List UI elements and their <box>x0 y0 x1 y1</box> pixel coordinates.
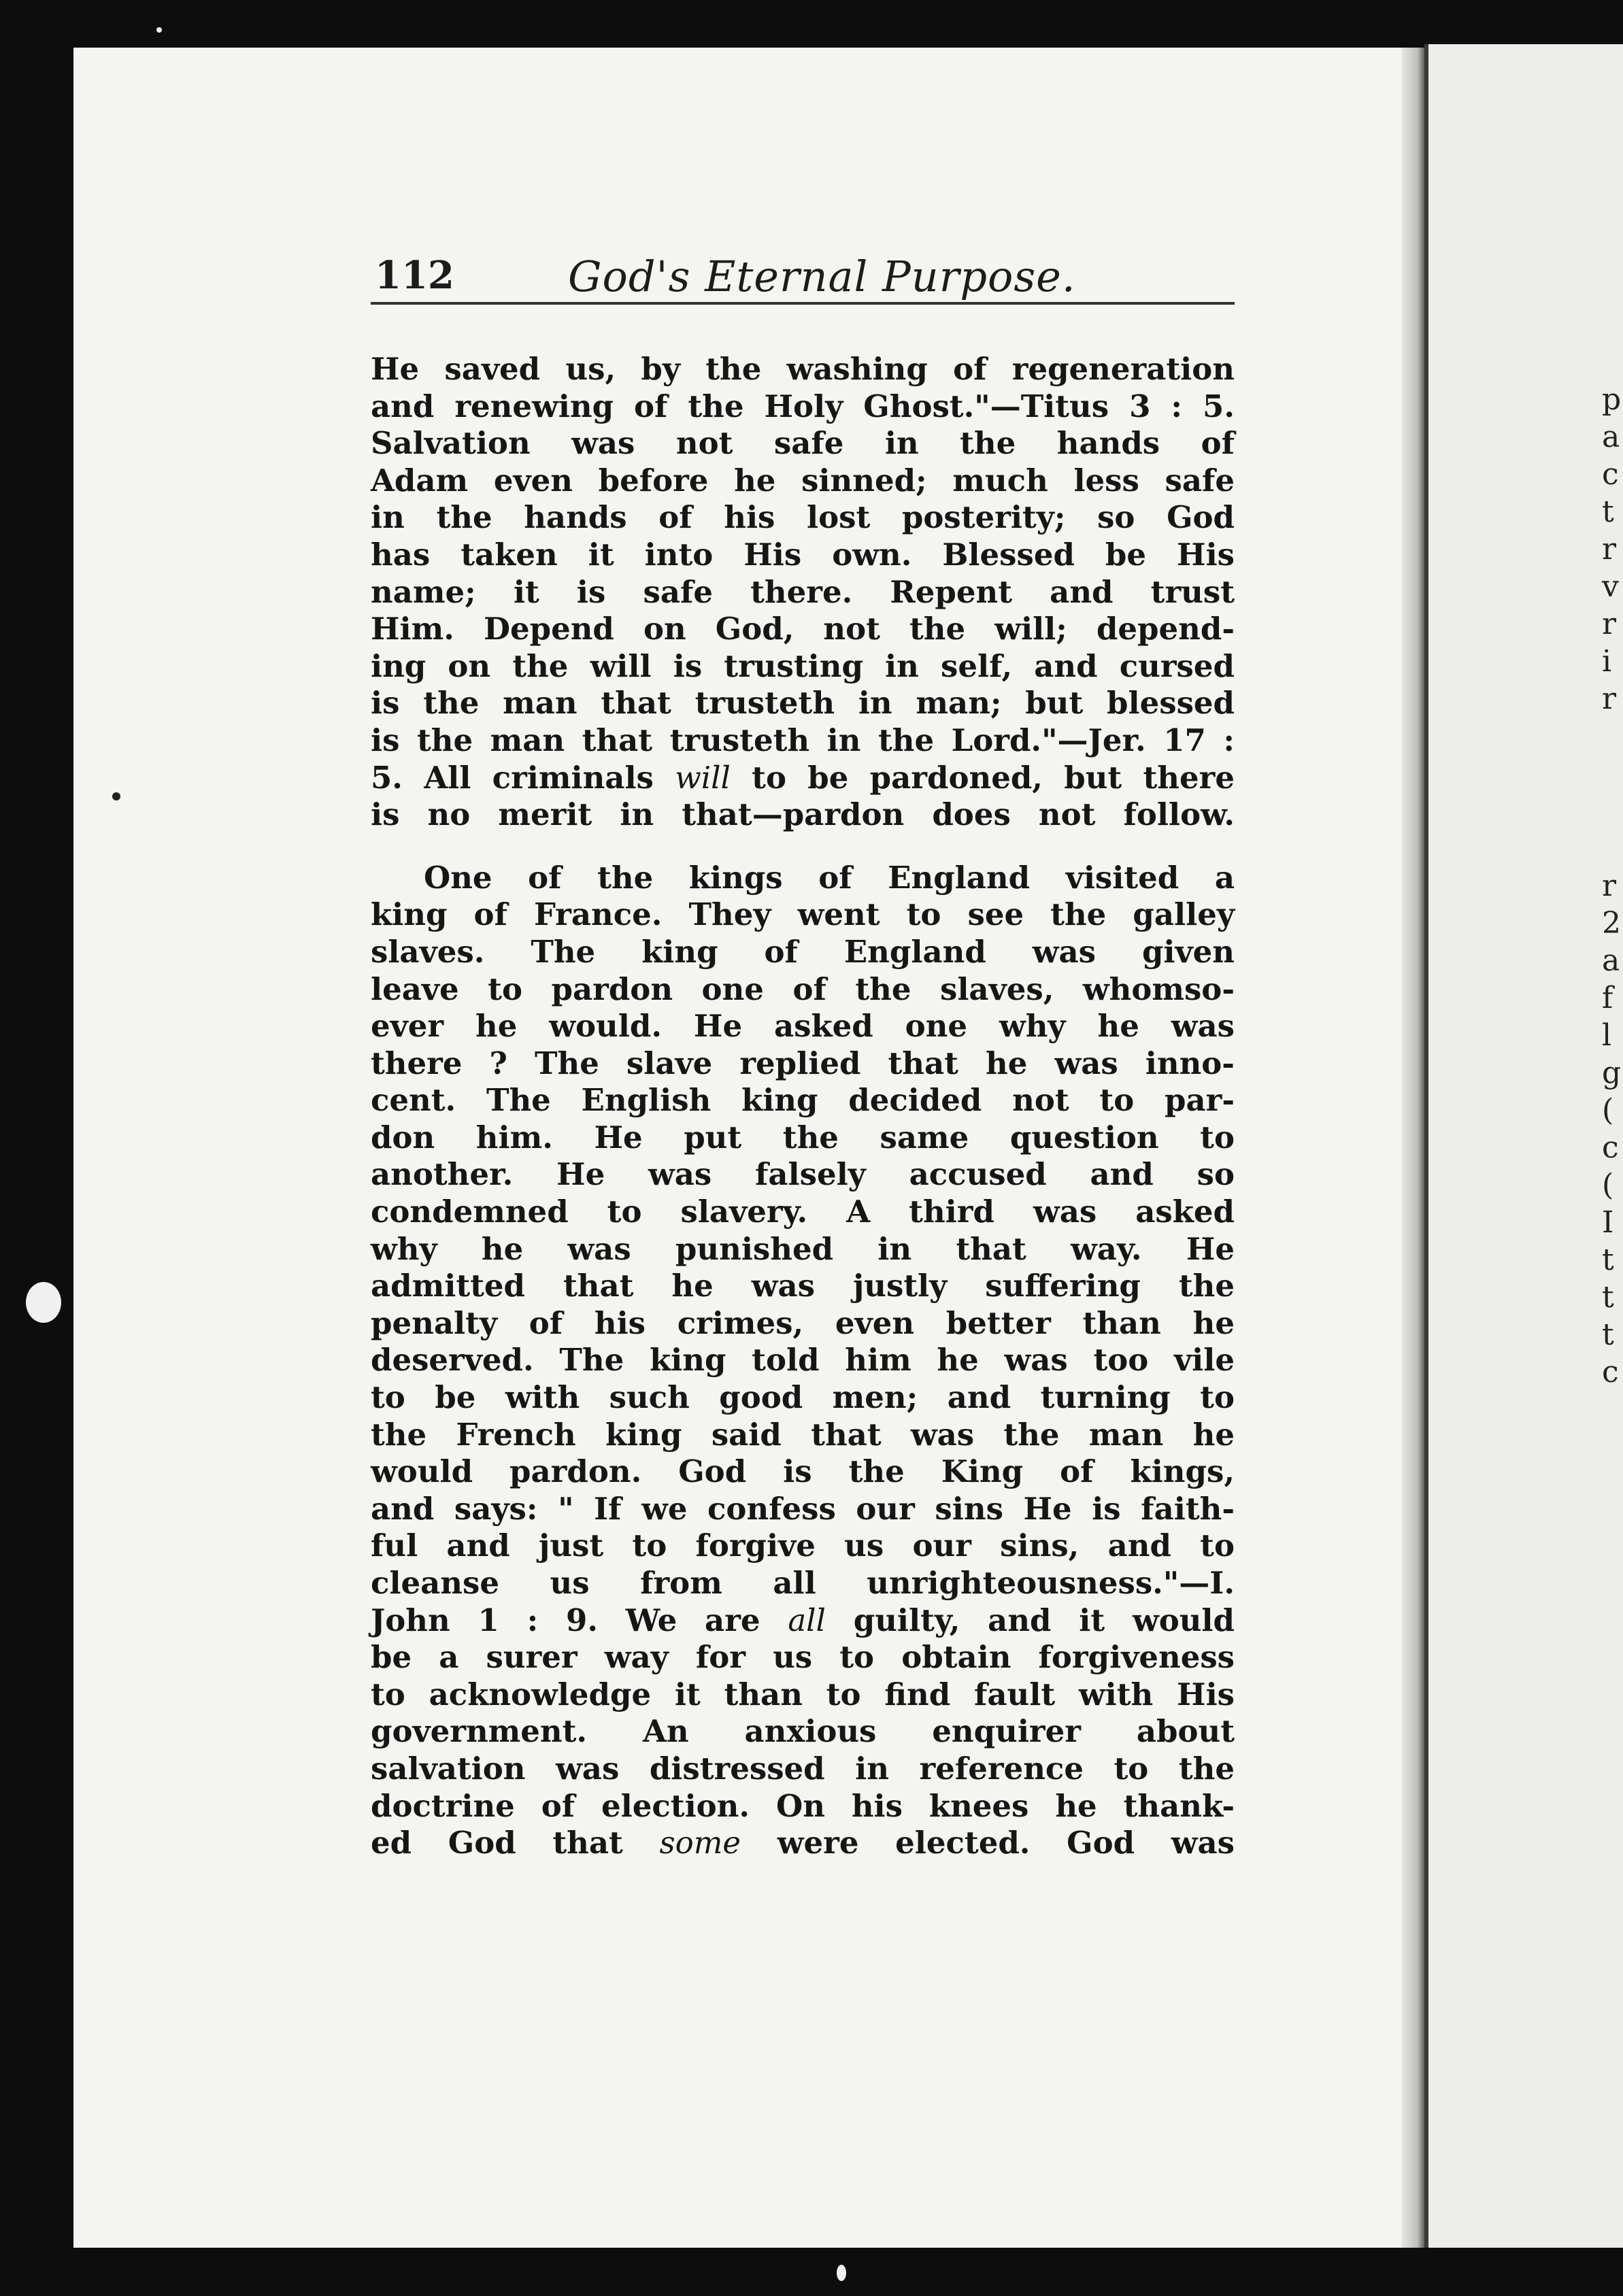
text-line: ever he would. He asked one why he was <box>371 1008 1235 1045</box>
text-line: John 1 : 9. We are all guilty, and it would <box>371 1602 1235 1638</box>
text-line: Him. Depend on God, not the will; depend- <box>371 611 1235 647</box>
text-line: there ? The slave replied that he was inno- <box>371 1045 1235 1081</box>
facing-letter: c <box>1602 1130 1619 1165</box>
facing-letter: f <box>1602 981 1613 1015</box>
facing-letter: r <box>1602 532 1617 567</box>
facing-letter: t <box>1602 494 1614 529</box>
facing-letter: I <box>1602 1205 1614 1240</box>
facing-letter: l <box>1602 1018 1612 1053</box>
text-line: slaves. The king of England was given <box>371 933 1235 970</box>
text-line: 5. All criminals will to be pardoned, but there <box>371 759 1235 796</box>
text-line: leave to pardon one of the slaves, whomso- <box>371 970 1235 1007</box>
text-line: cleanse us from all unrighteousness."—I. <box>371 1565 1235 1601</box>
facing-letter: r <box>1602 681 1617 716</box>
scan-speck <box>26 1282 61 1323</box>
body-text <box>371 351 1235 1862</box>
facing-letter: ( <box>1602 1093 1614 1128</box>
facing-letter <box>1602 718 1622 755</box>
running-title: God's Eternal Purpose. <box>568 252 1076 301</box>
facing-letter: ( <box>1602 1168 1614 1202</box>
text-line: has taken it into His own. Blessed be His <box>371 536 1235 573</box>
text-line: be a surer way for us to obtain forgiveness <box>371 1639 1235 1676</box>
scan-speck <box>156 27 162 33</box>
text-line: Adam even before he sinned; much less safe <box>371 462 1235 499</box>
facing-letter: r <box>1602 607 1617 641</box>
scan-speck <box>112 792 120 800</box>
facing-letter: p <box>1602 382 1622 417</box>
facing-letter: a <box>1602 943 1620 978</box>
text-line: government. An anxious enquirer about <box>371 1713 1235 1750</box>
text-line: would pardon. God is the King of kings, <box>371 1453 1235 1490</box>
paragraph <box>371 860 1235 1862</box>
facing-letter <box>1602 792 1622 830</box>
text-line: the French king said that was the man he <box>371 1416 1235 1453</box>
text-line: in the hands of his lost posterity; so God <box>371 499 1235 536</box>
text-line: deserved. The king told him he was too vile <box>371 1342 1235 1379</box>
paragraph <box>371 351 1235 834</box>
text-line: to be with such good men; and turning to <box>371 1379 1235 1416</box>
page-header <box>371 246 1235 305</box>
facing-letter: a <box>1602 420 1620 454</box>
text-line: and renewing of the Holy Ghost."—Titus 3 : 5. <box>371 388 1235 424</box>
facing-letter: c <box>1602 1355 1619 1389</box>
facing-letter <box>1602 830 1622 867</box>
facing-letter: t <box>1602 1280 1614 1315</box>
facing-letter: 2 <box>1602 906 1621 941</box>
facing-page-text-fragments <box>1602 381 1622 1391</box>
facing-letter: c <box>1602 457 1619 492</box>
facing-letter: t <box>1602 1317 1614 1352</box>
page-number: 112 <box>375 253 454 298</box>
text-line: king of France. They went to see the galley <box>371 896 1235 933</box>
text-line: salvation was distressed in reference to the <box>371 1750 1235 1787</box>
text-line: name; it is safe there. Repent and trust <box>371 573 1235 610</box>
text-line: why he was punished in that way. He <box>371 1230 1235 1267</box>
text-line: don him. He put the same question to <box>371 1119 1235 1155</box>
facing-page-edge <box>1424 44 1623 2248</box>
text-line: is the man that trusteth in the Lord."—Jer. 17 : <box>371 722 1235 758</box>
scan-speck <box>837 2265 846 2281</box>
text-line: another. He was falsely accused and so <box>371 1156 1235 1193</box>
facing-letter: v <box>1602 569 1619 604</box>
text-line: One of the kings of England visited a <box>424 859 1235 896</box>
text-line: is no merit in that—pardon does not follow. <box>371 796 1235 833</box>
text-line: penalty of his crimes, even better than he <box>371 1304 1235 1341</box>
text-line: doctrine of election. On his knees he thank- <box>371 1787 1235 1824</box>
text-line: condemned to slavery. A third was asked <box>371 1194 1235 1230</box>
text-line: cent. The English king decided not to par- <box>371 1082 1235 1119</box>
text-line: is the man that trusteth in man; but blessed <box>371 685 1235 722</box>
text-line: admitted that he was justly suffering the <box>371 1268 1235 1304</box>
facing-letter <box>1602 755 1622 792</box>
text-line: He saved us, by the washing of regeneration <box>371 351 1235 387</box>
facing-letter: r <box>1602 868 1617 903</box>
facing-letter: t <box>1602 1243 1614 1277</box>
text-line: ing on the will is trusting in self, and cursed <box>371 647 1235 684</box>
text-line: and says: " If we confess our sins He is faith- <box>371 1490 1235 1527</box>
text-line: Salvation was not safe in the hands of <box>371 425 1235 462</box>
text-line: ed God that some were elected. God was <box>371 1825 1235 1861</box>
text-line: to acknowledge it than to find fault with His <box>371 1676 1235 1712</box>
facing-letter: i <box>1602 644 1612 679</box>
text-line: ful and just to forgive us our sins, and to <box>371 1527 1235 1564</box>
facing-letter: g <box>1602 1056 1622 1090</box>
